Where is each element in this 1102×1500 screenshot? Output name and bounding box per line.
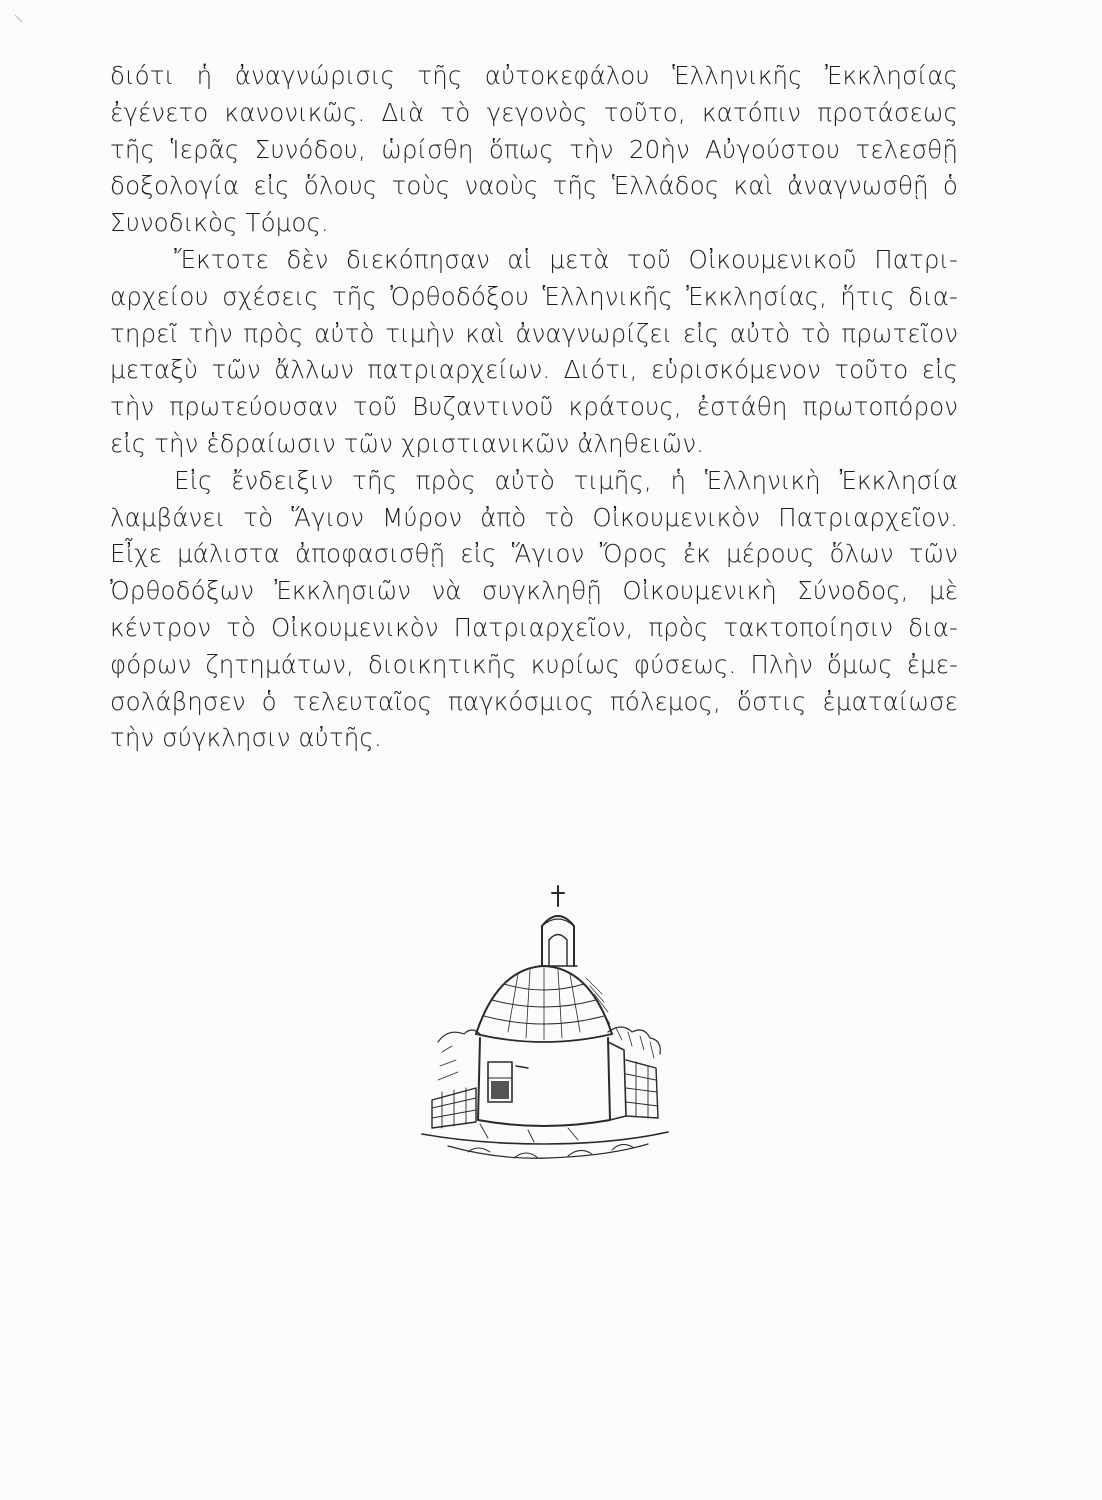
text-line: διότι ἡ ἀναγνώρισις τῆς αὐτοκεφάλου Ἑλληνικῆς Ἐκκλησίας	[110, 61, 958, 90]
text-line: Ὀρθοδόξων Ἐκκλησιῶν νὰ συγκληθῇ Οἰκουμενικὴ Σύνοδος, μὲ	[110, 576, 958, 606]
text-line: Ἔκτοτε δὲν διεκόπησαν αἱ μετὰ τοῦ Οἰκουμενικοῦ Πατρι-	[174, 244, 958, 274]
text-line: δοξολογία εἰς ὅλους τοὺς ναοὺς τῆς Ἑλλάδος καὶ ἀναγνωσθῇ ὁ	[110, 171, 958, 201]
text-line: Συνοδικὸς Τόμος.	[110, 208, 329, 238]
text-line: αρχείου σχέσεις τῆς Ὀρθοδόξου Ἑλληνικῆς Ἐκκλησίας, ἥτις δια-	[110, 281, 958, 311]
text-line: λαμβάνει τὸ Ἅγιον Μύρον ἀπὸ τὸ Οἰκουμενικὸν Πατριαρχεῖον.	[110, 502, 958, 532]
text-line: τῆς Ἱερᾶς Συνόδου, ὡρίσθη ὅπως τὴν 20ὴν Αὐγούστου τελεσθῇ	[110, 134, 958, 164]
text-line: τηρεῖ τὴν πρὸς αὐτὸ τιμὴν καὶ ἀναγνωρίζει εἰς αὐτὸ τὸ πρωτεῖον	[110, 318, 958, 348]
text-line: τὴν σύγκλησιν αὐτῆς.	[110, 723, 382, 753]
text-line: τὴν πρωτεύουσαν τοῦ Βυζαντινοῦ κράτους, ἐστάθη πρωτοπόρον	[110, 392, 958, 422]
text-line: κέντρον τὸ Οἰκουμενικὸν Πατριαρχεῖον, πρὸς τακτοποίησιν δια-	[110, 612, 958, 642]
corner-mark-icon	[14, 14, 24, 24]
chapel-vignette-icon	[418, 882, 670, 1172]
text-line: Εἶχε μάλιστα ἀποφασισθῇ εἰς Ἅγιον Ὄρος ἐκ μέρους ὅλων τῶν	[110, 539, 958, 569]
body-text	[110, 58, 958, 757]
text-line: φόρων ζητημάτων, διοικητικῆς κυρίως φύσεως. Πλὴν ὅμως ἐμε-	[110, 649, 958, 679]
text-line: ἐγένετο κανονικῶς. Διὰ τὸ γεγονὸς τοῦτο, κατόπιν προτάσεως	[110, 97, 958, 127]
text-line: εἰς τὴν ἑδραίωσιν τῶν χριστιανικῶν ἀληθειῶν.	[110, 428, 705, 458]
text-line: Εἰς ἔνδειξιν τῆς πρὸς αὐτὸ τιμῆς, ἡ Ἑλληνικὴ Ἐκκλησία	[174, 465, 958, 495]
text-line: μεταξὺ τῶν ἄλλων πατριαρχείων. Διότι, εὑρισκόμενον τοῦτο εἰς	[110, 355, 958, 385]
text-line: σολάβησεν ὁ τελευταῖος παγκόσμιος πόλεμος, ὅστις ἐματαίωσε	[110, 686, 958, 716]
